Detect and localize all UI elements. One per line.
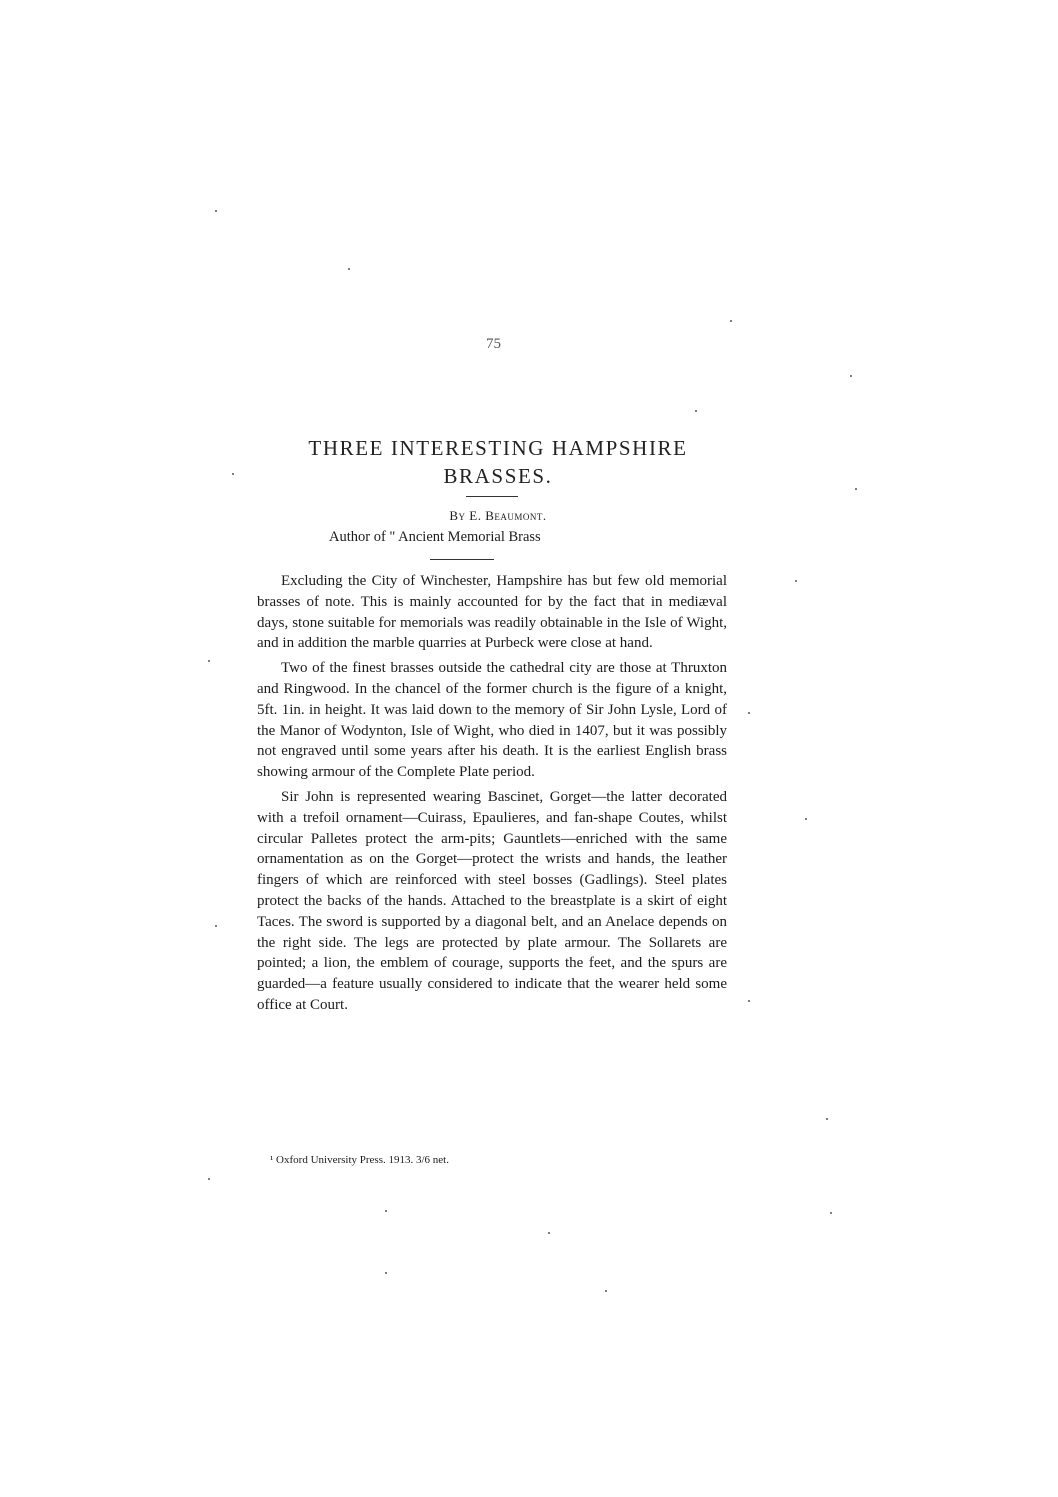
scan-speck bbox=[850, 375, 852, 377]
scan-speck bbox=[208, 1178, 210, 1180]
paragraph: Two of the finest brasses outside the cathedral city are those at Thruxton and Ringwood. In the chancel of the former church is the figure of a knight, 5ft. 1in. in height. It was laid down to the memory of Sir John Lysle, Lord of the Manor of Wodynton, Isle of Wight, who died in 1407, but it was possibly not engraved until some years after his death. It is the earliest English brass showing armour of the Complete Plate period. bbox=[257, 660, 727, 781]
scan-speck bbox=[695, 410, 697, 412]
scan-speck bbox=[730, 320, 732, 322]
scan-speck bbox=[215, 925, 217, 927]
article-body bbox=[257, 571, 727, 1020]
scan-speck bbox=[826, 1118, 828, 1120]
scan-speck bbox=[385, 1210, 387, 1212]
byline-rule bbox=[430, 559, 494, 560]
scan-speck bbox=[548, 1232, 550, 1234]
footnote: ¹ Oxford University Press. 1913. 3/6 net. bbox=[270, 1154, 449, 1166]
paragraph: Sir John is represented wearing Bascinet, Gorget—the latter decorated with a trefoil ornament—Cuirass, Epaulieres, and fan-shape Coutes, whilst circular Palletes protect the arm-pits; Gauntlets—enriched with the same ornamentation as on the Gorget—protect the wrists and hands, the leather fingers of which are reinforced with steel bosses (Gadlings). Steel plates protect the backs of the hands. Attached to the breastplate is a skirt of eight Taces. The sword is supported by a diagonal belt, and an Anelace depends on the right side. The legs are protected by plate armour. The Sollarets are pointed; a lion, the emblem of courage, supports the feet, and the spurs are guarded—a feature usually considered to indicate that the wearer held some office at Court. bbox=[257, 788, 727, 1013]
scan-speck bbox=[215, 210, 217, 212]
title-rule bbox=[466, 496, 518, 497]
scan-speck bbox=[385, 1272, 387, 1274]
scan-speck bbox=[348, 268, 350, 270]
scan-speck bbox=[748, 712, 750, 714]
scan-speck bbox=[855, 488, 857, 490]
article-title: THREE INTERESTING HAMPSHIRE BRASSES. bbox=[308, 436, 688, 488]
scan-speck bbox=[605, 1290, 607, 1292]
paragraph: Excluding the City of Winchester, Hampshire has but few old memorial brasses of note. This is mainly accounted for by the fact that in mediæval days, stone suitable for memorials was readily obtainable in the Isle of Wight, and in addition the marble quarries at Purbeck were close at hand. bbox=[257, 573, 727, 652]
page-number: 75 bbox=[486, 336, 501, 352]
scan-speck bbox=[795, 580, 797, 582]
scan-speck bbox=[748, 1000, 750, 1002]
author-subtitle: Author of " Ancient Memorial Brass bbox=[329, 529, 541, 545]
author-name: E. Beaumont. bbox=[469, 508, 547, 523]
scan-speck bbox=[805, 818, 807, 820]
scan-speck bbox=[830, 1212, 832, 1214]
byline-prefix: By bbox=[449, 508, 466, 523]
scan-speck bbox=[208, 660, 210, 662]
scan-speck bbox=[232, 473, 234, 475]
byline bbox=[272, 508, 724, 524]
